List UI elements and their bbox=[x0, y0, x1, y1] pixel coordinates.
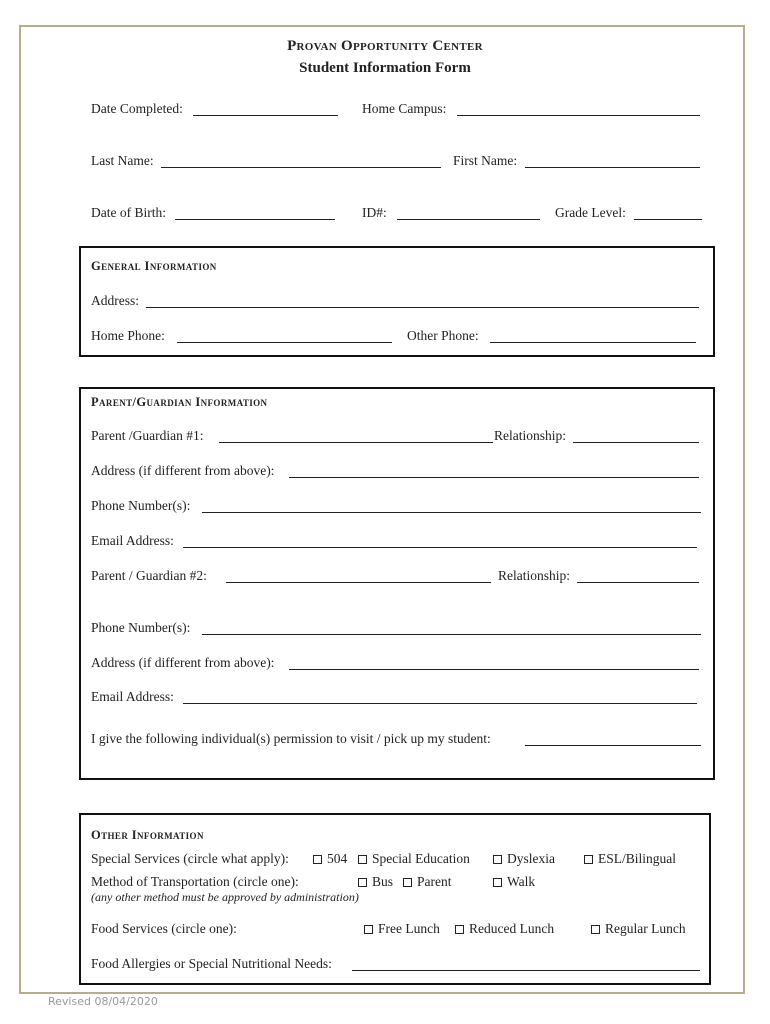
phone1-label: Phone Number(s): bbox=[91, 498, 191, 513]
checkbox-icon bbox=[591, 925, 600, 934]
last-name-field[interactable] bbox=[161, 167, 441, 168]
first-name-field[interactable] bbox=[525, 167, 700, 168]
transport-note: (any other method must be approved by administration) bbox=[91, 890, 359, 904]
phone1-field[interactable] bbox=[202, 512, 701, 513]
food-option-reduced-lunch[interactable]: Reduced Lunch bbox=[455, 921, 554, 937]
allergies-label: Food Allergies or Special Nutritional Needs: bbox=[91, 956, 332, 971]
address1-field[interactable] bbox=[289, 477, 699, 478]
service-option-504[interactable]: 504 bbox=[313, 851, 347, 867]
first-name-label: First Name: bbox=[453, 153, 518, 168]
address-field[interactable] bbox=[146, 307, 699, 308]
other-phone-label: Other Phone: bbox=[407, 328, 479, 343]
checkbox-icon bbox=[358, 878, 367, 887]
grade-level-field[interactable] bbox=[634, 219, 702, 220]
home-campus-field[interactable] bbox=[457, 115, 700, 116]
relationship1-label: Relationship: bbox=[494, 428, 566, 443]
service-option-special-education[interactable]: Special Education bbox=[358, 851, 470, 867]
transport-option-bus[interactable]: Bus bbox=[358, 874, 393, 890]
grade-level-label: Grade Level: bbox=[555, 205, 626, 220]
email1-label: Email Address: bbox=[91, 533, 174, 548]
email1-field[interactable] bbox=[183, 547, 697, 548]
transport-label: Method of Transportation (circle one): bbox=[91, 874, 299, 889]
relationship2-field[interactable] bbox=[577, 582, 699, 583]
last-name-label: Last Name: bbox=[91, 153, 154, 168]
date-of-birth-label: Date of Birth: bbox=[91, 205, 166, 220]
checkbox-icon bbox=[493, 878, 502, 887]
address2-field[interactable] bbox=[289, 669, 699, 670]
special-services-label: Special Services (circle what apply): bbox=[91, 851, 289, 866]
relationship2-label: Relationship: bbox=[498, 568, 570, 583]
home-phone-field[interactable] bbox=[177, 342, 392, 343]
checkbox-icon bbox=[455, 925, 464, 934]
id-field[interactable] bbox=[397, 219, 540, 220]
service-option-esl-bilingual[interactable]: ESL/Bilingual bbox=[584, 851, 676, 867]
revised-date: Revised 08/04/2020 bbox=[48, 995, 158, 1008]
checkbox-icon bbox=[364, 925, 373, 934]
id-label: ID#: bbox=[362, 205, 387, 220]
guardian1-label: Parent /Guardian #1: bbox=[91, 428, 204, 443]
checkbox-icon bbox=[358, 855, 367, 864]
food-option-free-lunch[interactable]: Free Lunch bbox=[364, 921, 440, 937]
general-information-title: General Information bbox=[91, 259, 217, 273]
address1-label: Address (if different from above): bbox=[91, 463, 275, 478]
phone2-label: Phone Number(s): bbox=[91, 620, 191, 635]
guardian2-field[interactable] bbox=[226, 582, 491, 583]
form-title: Provan Opportunity Center bbox=[287, 38, 483, 54]
permission-field[interactable] bbox=[525, 745, 701, 746]
address-label: Address: bbox=[91, 293, 139, 308]
other-information-title: Other Information bbox=[91, 828, 204, 842]
email2-label: Email Address: bbox=[91, 689, 174, 704]
address2-label: Address (if different from above): bbox=[91, 655, 275, 670]
other-phone-field[interactable] bbox=[490, 342, 696, 343]
service-option-dyslexia[interactable]: Dyslexia bbox=[493, 851, 555, 867]
checkbox-icon bbox=[403, 878, 412, 887]
food-option-regular-lunch[interactable]: Regular Lunch bbox=[591, 921, 686, 937]
transport-option-walk[interactable]: Walk bbox=[493, 874, 535, 890]
guardian2-label: Parent / Guardian #2: bbox=[91, 568, 207, 583]
checkbox-icon bbox=[584, 855, 593, 864]
transport-option-parent[interactable]: Parent bbox=[403, 874, 452, 890]
allergies-field[interactable] bbox=[352, 970, 700, 971]
checkbox-icon bbox=[493, 855, 502, 864]
phone2-field[interactable] bbox=[202, 634, 701, 635]
relationship1-field[interactable] bbox=[573, 442, 699, 443]
form-subtitle: Student Information Form bbox=[299, 60, 471, 76]
checkbox-icon bbox=[313, 855, 322, 864]
food-services-label: Food Services (circle one): bbox=[91, 921, 237, 936]
guardian1-field[interactable] bbox=[219, 442, 493, 443]
date-of-birth-field[interactable] bbox=[175, 219, 335, 220]
parent-guardian-title: Parent/Guardian Information bbox=[91, 395, 268, 409]
email2-field[interactable] bbox=[183, 703, 697, 704]
permission-label: I give the following individual(s) permission to visit / pick up my student: bbox=[91, 731, 491, 746]
home-campus-label: Home Campus: bbox=[362, 101, 447, 116]
date-completed-field[interactable] bbox=[193, 115, 338, 116]
home-phone-label: Home Phone: bbox=[91, 328, 165, 343]
date-completed-label: Date Completed: bbox=[91, 101, 183, 116]
